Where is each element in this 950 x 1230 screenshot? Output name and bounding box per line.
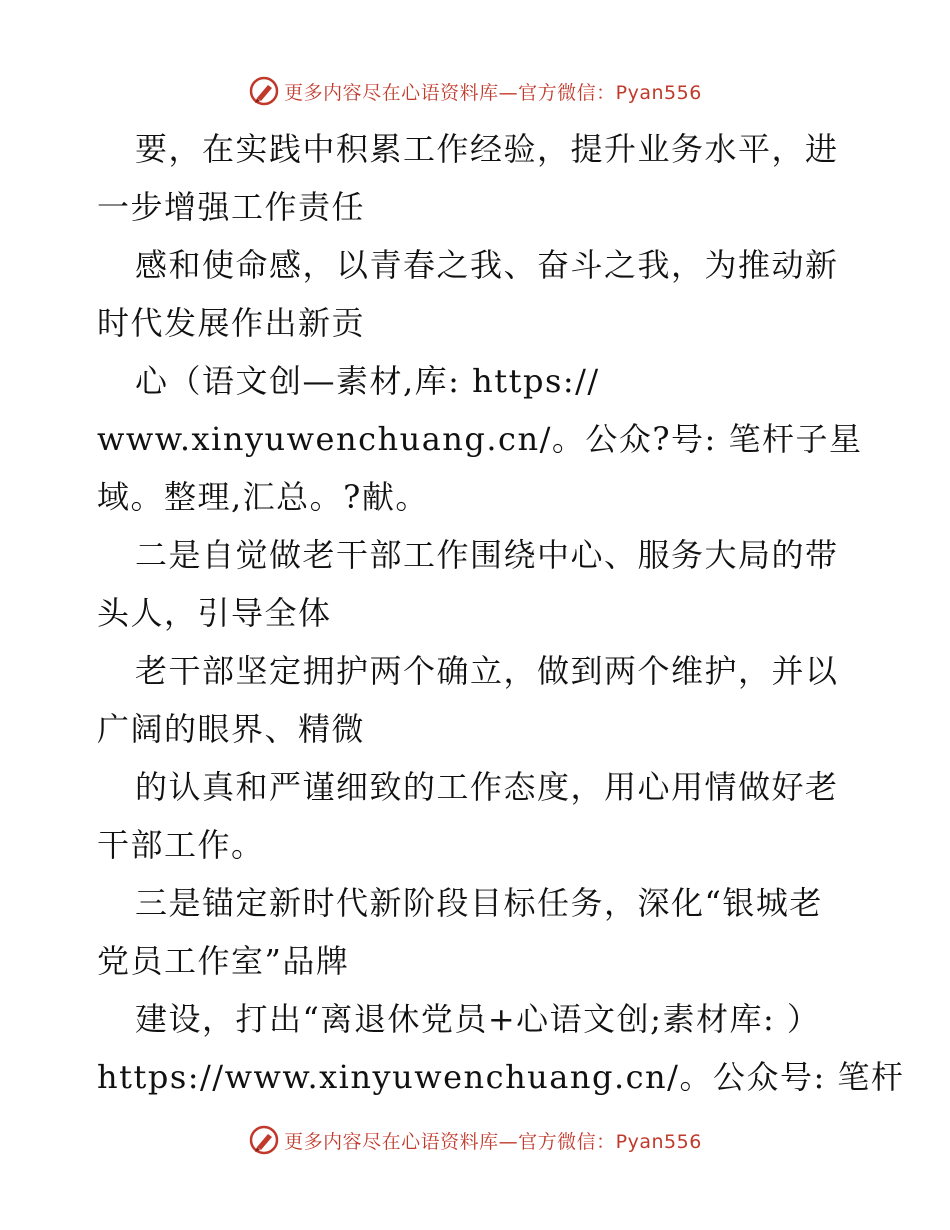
watermark-header xyxy=(0,71,950,111)
watermark-site: 更多内容尽在心语资料库 xyxy=(284,1130,499,1153)
text-line: https://www.xinyuwenchuang.cn/。公众号: 笔杆 xyxy=(97,1058,905,1096)
pen-logo-icon xyxy=(248,1124,280,1156)
text-line: 建设，打出“离退休党员+心语文创;素材库: ） xyxy=(135,1000,821,1038)
watermark-site: 更多内容尽在心语资料库 xyxy=(284,81,499,104)
text-line: 三是锚定新时代新阶段目标任务，深化“银城老 xyxy=(135,884,823,922)
watermark-wechat: 官方微信：Pyan556 xyxy=(518,81,702,104)
document-body xyxy=(97,120,905,1106)
text-line: 的认真和严谨细致的工作态度，用心用情做好老 xyxy=(135,768,839,806)
text-line: 干部工作。 xyxy=(97,826,265,864)
watermark-separator: — xyxy=(498,81,519,104)
text-line: 老干部坚定拥护两个确立，做到两个维护，并以 xyxy=(135,652,839,690)
watermark-text xyxy=(284,78,702,105)
text-line: 一步增强工作责任 xyxy=(97,188,366,226)
watermark-separator: — xyxy=(498,1130,519,1153)
watermark-wechat: 官方微信：Pyan556 xyxy=(518,1130,702,1153)
text-line: www.xinyuwenchuang.cn/。公众?号: 笔杆子星 xyxy=(97,420,863,458)
text-line: 心（语文创—素材,库: https:// xyxy=(135,362,600,400)
text-line: 二是自觉做老干部工作围绕中心、服务大局的带 xyxy=(135,536,839,574)
text-line: 头人，引导全体 xyxy=(97,594,332,632)
text-line: 党员工作室”品牌 xyxy=(97,942,350,980)
text-line: 域。整理,汇总。?献。 xyxy=(97,478,429,516)
text-line: 要，在实践中积累工作经验，提升业务水平，进 xyxy=(135,130,839,168)
text-line: 感和使命感，以青春之我、奋斗之我，为推动新 xyxy=(135,246,839,284)
watermark-footer xyxy=(0,1120,950,1160)
watermark-text xyxy=(284,1127,702,1154)
text-line: 时代发展作出新贡 xyxy=(97,304,366,342)
text-line: 广阔的眼界、精微 xyxy=(97,710,366,748)
pen-logo-icon xyxy=(248,75,280,107)
